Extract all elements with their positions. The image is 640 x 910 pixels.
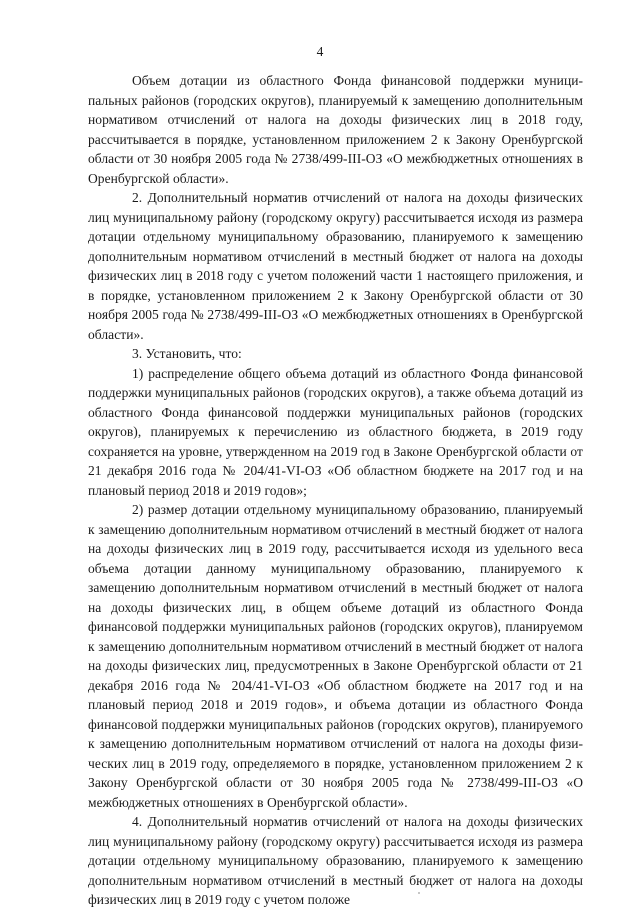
- paragraph-3-1-distribution: 1) распределение общего объема дотаций из областного Фонда финансовой поддержки муниципальных районов (городских округов), а также объема дотаций из областного Фонда финансовой поддержки муниципальных районов (городских округов), планируемых к перечислению из областного бюджета, в 2019 году сохраняется на уровне, утвержденном на 2019 год в Законе Оренбургской области от 21 декабря 2016 года № 204/41-VI-ОЗ «Об областном бюджете на 2017 год и на плановый период 2018 и 2019 годов»;: [88, 365, 583, 498]
- document-body: [88, 71, 583, 910]
- scan-artifact-dot: [418, 892, 420, 894]
- paragraph-2-additional-standard-2018: 2. Дополнительный норматив отчислений от налога на доходы физических лиц муниципальному району (городскому округу) рассчитывается исходя из размера дотации отдельному муниципальному образованию, планируемого к замещению дополнительным нормативом отчислений в местный бюджет от налога на доходы физических лиц в 2018 году с учетом положений части 1 настоящего приложения, и в порядке, установленном приложением 2 к Закону Оренбургской области от 30 ноября 2005 года № 2738/499-III-ОЗ «О межбюджетных отношениях в Оренбургской области».: [88, 190, 583, 342]
- paragraph-3-2-subsidy-size: 2) размер дотации отдельному муниципальному образованию, планируемый к замещению дополнительным нормативом отчислений в местный бюджет от налога на доходы физических лиц в 2019 году, рассчитывается исходя из удельного веса объема дотации данному муниципальному образованию, планируемого к замещению дополнительным нормативом отчислений в местный бюджет от налога на доходы физических лиц, в общем объеме дотаций из областного Фонда финансовой поддержки муниципальных районов (городских округов), планируемом к замещению дополнительным нормативом отчислений в местный бюджет от налога на доходы физических лиц, предусмотренных в Законе Оренбургской области от 21 декабря 2016 года № 204/41-VI-ОЗ «Об областном бюджете на 2017 год и на плановый период 2018 и 2019 годов», и объема дотации из областного Фонда финансовой поддержки муниципальных районов (городских округов), планируемого к замещению дополнительным нормативом отчислений от налога на доходы физических лиц в 2019 году, определяемого в порядке, установленном приложением 2 к Закону Оренбургской области от 30 ноября 2005 года № 2738/499-III-ОЗ «О межбюджетных отношениях в Оренбургской области».: [88, 502, 583, 810]
- paragraph-subsidy-volume-2018: Объем дотации из областного Фонда финансовой поддержки муниципальных районов (городских округов), планируемый к замещению дополнительным нормативом отчислений от налога на доходы физических лиц в 2018 году, рассчитывается в порядке, установленном приложением 2 к Закону Оренбургской области от 30 ноября 2005 года № 2738/499-III-ОЗ «О межбюджетных отношениях в Оренбургской области».: [88, 73, 583, 186]
- paragraph-4-additional-standard-2019: 4. Дополнительный норматив отчислений от налога на доходы физических лиц муниципальному району (городскому округу) рассчитывается исходя из размера дотации отдельному муниципальному образованию, планируемого к замещению дополнительным нормативом отчислений в местный бюджет от налога на доходы физических лиц в 2019 году с учетом положе: [88, 814, 583, 907]
- page-number: 4: [316, 44, 324, 59]
- paragraph-3-establish: 3. Установить, что:: [132, 346, 242, 361]
